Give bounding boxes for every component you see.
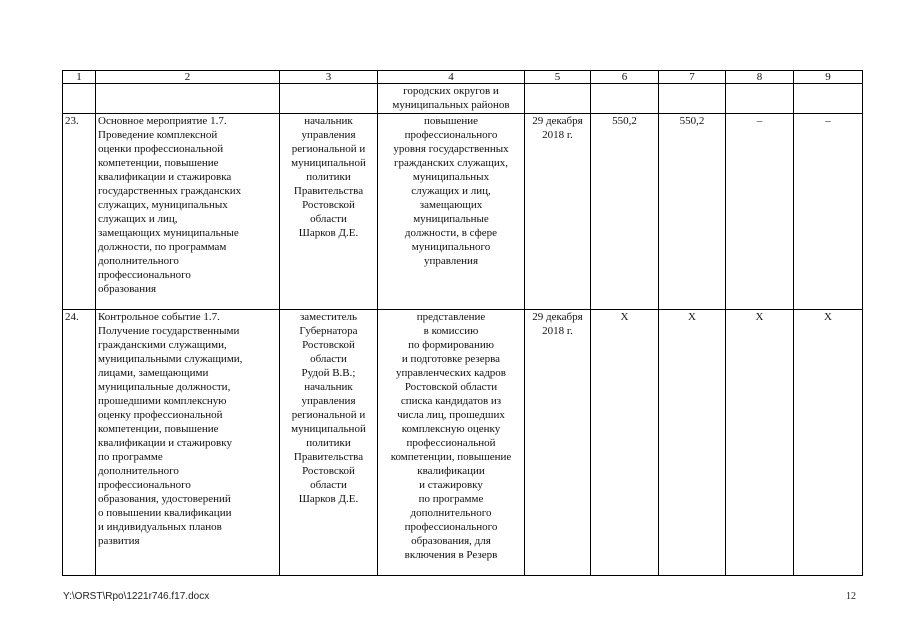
cell-empty: [63, 84, 96, 114]
result-cell: представление в комиссию по формированию и подготовке резерва управленческих кадров Ростовской области списка кандидатов из числа лиц, прошедших комплексную оценку профессиональной компетенции, повышение квалификации и стажировку по программе дополнительного профессионального образования, для включения в Резерв: [378, 310, 525, 576]
measure-name: Контрольное событие 1.7. Получение государственными гражданскими служащими, муниципальными служащими, лицами, замещающими муниципальные должности, прошедшими комплексную оценку профессиональной компетенции, повышение квалификации и стажировку по программе дополнительного профессионального образования, удостоверений о повышении квалификации и индивидуальных планов развития: [96, 310, 280, 576]
cell-empty: [525, 84, 591, 114]
header-cell: 9: [794, 71, 863, 84]
row-number: 23.: [63, 114, 96, 310]
measure-name: Основное мероприятие 1.7. Проведение комплексной оценки профессиональной компетенции, повышение квалификации и стажировка государственных гражданских служащих, муниципальных служащих и лиц, замещающих муниципальные должности, по программам дополнительного профессионального образования: [96, 114, 280, 310]
column-number-header: [63, 71, 863, 84]
header-cell: 5: [525, 71, 591, 84]
header-cell: 2: [96, 71, 280, 84]
header-cell: 7: [659, 71, 726, 84]
cell-empty: [591, 84, 659, 114]
table-row-continuation: [63, 84, 863, 114]
value-cell-9: –: [794, 114, 863, 310]
value-cell-6: 550,2: [591, 114, 659, 310]
value-cell-7: 550,2: [659, 114, 726, 310]
date-cell: 29 декабря 2018 г.: [525, 114, 591, 310]
cell-empty: [794, 84, 863, 114]
result-cell: повышение профессионального уровня государственных гражданских служащих, муниципальных служащих и лиц, замещающих муниципальные должности, в сфере муниципального управления: [378, 114, 525, 310]
file-path: Y:\ORST\Rpo\1221r746.f17.docx: [63, 591, 210, 602]
result-cell: городских округов и муниципальных районов: [378, 84, 525, 114]
page-number: 12: [846, 591, 856, 602]
row-number: 24.: [63, 310, 96, 576]
cell-empty: [96, 84, 280, 114]
header-cell: 6: [591, 71, 659, 84]
header-cell: 4: [378, 71, 525, 84]
table-row-23: [63, 114, 863, 310]
header-cell: 3: [280, 71, 378, 84]
header-cell: 8: [726, 71, 794, 84]
executor-cell: заместитель Губернатора Ростовской области Рудой В.В.; начальник управления региональной и муниципальной политики Правительства Ростовской области Шарков Д.Е.: [280, 310, 378, 576]
executor-cell: начальник управления региональной и муниципальной политики Правительства Ростовской области Шарков Д.Е.: [280, 114, 378, 310]
date-cell: 29 декабря 2018 г.: [525, 310, 591, 576]
value-cell-9: Х: [794, 310, 863, 576]
value-cell-6: Х: [591, 310, 659, 576]
cell-empty: [659, 84, 726, 114]
header-cell: 1: [63, 71, 96, 84]
value-cell-7: Х: [659, 310, 726, 576]
table-row-24: [63, 310, 863, 576]
value-cell-8: –: [726, 114, 794, 310]
cell-empty: [726, 84, 794, 114]
cell-empty: [280, 84, 378, 114]
program-table: [62, 70, 863, 576]
value-cell-8: Х: [726, 310, 794, 576]
